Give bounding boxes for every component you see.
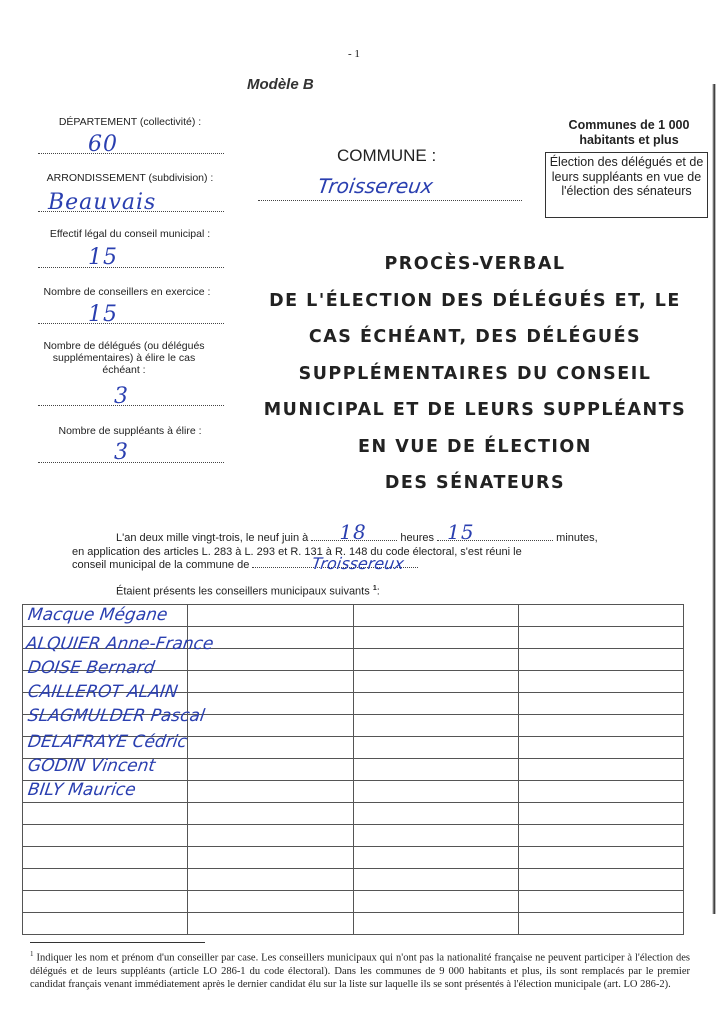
councillor-name: BILY Maurice xyxy=(26,780,138,800)
table-row xyxy=(23,847,684,869)
table-cell xyxy=(188,891,353,913)
table-row xyxy=(23,825,684,847)
table-cell xyxy=(518,715,683,737)
intro-line-1: L'an deux mille vingt-trois, le neuf juin à 18 heures 15 minutes, xyxy=(116,520,598,544)
table-cell xyxy=(188,671,353,693)
table-cell xyxy=(188,869,353,891)
present-label: Étaient présents les conseillers municipaux suivants $^1$: xyxy=(116,585,380,598)
departement-value: 60 xyxy=(88,132,118,157)
title-line: EN VUE DE ÉLECTION xyxy=(358,436,592,457)
table-cell xyxy=(518,891,683,913)
table-row xyxy=(23,913,684,935)
councillor-name: DELAFRAYE Cédric xyxy=(26,732,189,752)
arrondissement-dots xyxy=(38,211,224,212)
effectif-value: 15 xyxy=(88,245,118,270)
table-cell xyxy=(353,869,518,891)
table-cell xyxy=(188,913,353,935)
table-row xyxy=(23,869,684,891)
footnote: $^1$ Indiquer les nom et prénom d'un conseiller par case. Les conseillers municipaux qui n'ont pas la nationalité française ne peuvent participer à l'élection des délégués et de leurs suppléants (article LO 286-1 du code électoral). Dans les communes de 9 000 habitants et plus, ils sont remplacés par le premier candidat français venant immédiatement après le dernier candidat élu sur la liste sur laquelle ils se sont présentés à l'élection municipale (art. LO 286-2). xyxy=(30,950,691,990)
table-cell xyxy=(353,649,518,671)
councillor-name: CAILLEROT ALAIN xyxy=(26,682,180,702)
effectif-dots xyxy=(38,267,224,268)
intro-line-3: conseil municipal de la commune de Troissereux xyxy=(72,559,672,572)
suppleants-label: Nombre de suppléants à élire : xyxy=(58,425,202,437)
commune-value: Troissereux xyxy=(316,174,435,198)
table-cell xyxy=(353,781,518,803)
table-cell xyxy=(353,627,518,649)
table-cell xyxy=(188,649,353,671)
table-cell xyxy=(518,671,683,693)
footnote-rule xyxy=(30,942,205,943)
table-cell xyxy=(188,847,353,869)
delegues-value: 3 xyxy=(114,384,129,409)
en-exercice-value: 15 xyxy=(88,302,118,327)
table-cell xyxy=(188,803,353,825)
arrondissement-label: ARRONDISSEMENT (subdivision) : xyxy=(46,172,214,184)
title-line: CAS ÉCHÉANT, DES DÉLÉGUÉS xyxy=(308,327,642,347)
suppleants-dots xyxy=(38,462,224,463)
table-cell xyxy=(518,869,683,891)
table-cell xyxy=(518,825,683,847)
table-cell xyxy=(23,847,188,869)
councillor-name: ALQUIER Anne-France xyxy=(24,634,215,654)
en-exercice-label: Nombre de conseillers en exercice : xyxy=(43,286,211,298)
delegues-label: Nombre de délégués (ou délégués supplémentaires) à élire le cas échéant : xyxy=(43,340,205,376)
table-cell xyxy=(518,605,683,627)
suppleants-value: 3 xyxy=(114,440,129,465)
table-cell xyxy=(188,759,353,781)
box-heading: Communes de 1 000 habitants et plus xyxy=(568,118,690,147)
table-cell xyxy=(518,781,683,803)
table-cell xyxy=(23,891,188,913)
table-cell xyxy=(518,913,683,935)
table-cell xyxy=(518,803,683,825)
table-cell xyxy=(188,781,353,803)
intro-commune-value: Troissereux xyxy=(311,554,406,573)
en-exercice-dots xyxy=(38,323,224,324)
title-line: MUNICIPAL ET DE LEURS SUPPLÉANTS xyxy=(263,400,687,420)
commune-label: COMMUNE : xyxy=(337,146,437,165)
table-row xyxy=(23,891,684,913)
table-cell xyxy=(353,737,518,759)
table-cell xyxy=(518,847,683,869)
table-cell xyxy=(23,913,188,935)
table-cell xyxy=(353,759,518,781)
model-label: Modèle B xyxy=(247,76,314,93)
table-cell xyxy=(353,913,518,935)
effectif-label: Effectif légal du conseil municipal : xyxy=(49,228,211,240)
table-row xyxy=(23,803,684,825)
councillor-name: GODIN Vincent xyxy=(26,756,157,776)
councillor-name: SLAGMULDER Pascal xyxy=(26,706,207,726)
table-cell xyxy=(23,803,188,825)
hours-value: 18 xyxy=(339,520,367,544)
table-cell xyxy=(518,759,683,781)
table-cell xyxy=(353,891,518,913)
title-line: PROCÈS-VERBAL xyxy=(384,254,566,274)
table-cell xyxy=(188,715,353,737)
table-cell xyxy=(188,693,353,715)
minutes-value: 15 xyxy=(447,520,475,544)
table-cell xyxy=(353,803,518,825)
title-line: DES SÉNATEURS xyxy=(384,473,566,493)
page-number: - 1 xyxy=(348,48,360,60)
arrondissement-value: Beauvais xyxy=(48,190,157,215)
table-cell xyxy=(518,693,683,715)
delegues-dots xyxy=(38,405,224,406)
table-cell xyxy=(188,825,353,847)
document-title xyxy=(238,246,712,502)
title-line: SUPPLÉMENTAIRES DU CONSEIL xyxy=(298,363,652,384)
table-cell xyxy=(353,693,518,715)
councillor-name: Macque Mégane xyxy=(26,605,169,625)
table-cell xyxy=(23,869,188,891)
title-line: DE L'ÉLECTION DES DÉLÉGUÉS ET, LE xyxy=(269,290,681,311)
departement-label: DÉPARTEMENT (collectivité) : xyxy=(58,116,202,128)
scan-edge xyxy=(712,84,716,914)
departement-dots xyxy=(38,153,224,154)
box-election-text: Élection des délégués et de leurs suppléants en vue de l'élection des sénateurs xyxy=(545,152,708,218)
table-cell xyxy=(353,671,518,693)
table-cell xyxy=(518,627,683,649)
table-cell xyxy=(353,715,518,737)
intro-line-2: en application des articles L. 283 à L. 293 et R. 131 à R. 148 du code électoral, s'est réuni le xyxy=(72,546,522,558)
table-cell xyxy=(188,737,353,759)
table-cell xyxy=(518,737,683,759)
table-cell xyxy=(353,605,518,627)
table-cell xyxy=(353,825,518,847)
commune-dots xyxy=(258,200,522,201)
table-cell xyxy=(518,649,683,671)
table-cell xyxy=(188,605,353,627)
councillor-name: DOISE Bernard xyxy=(26,658,156,678)
table-cell xyxy=(353,847,518,869)
table-cell xyxy=(23,825,188,847)
